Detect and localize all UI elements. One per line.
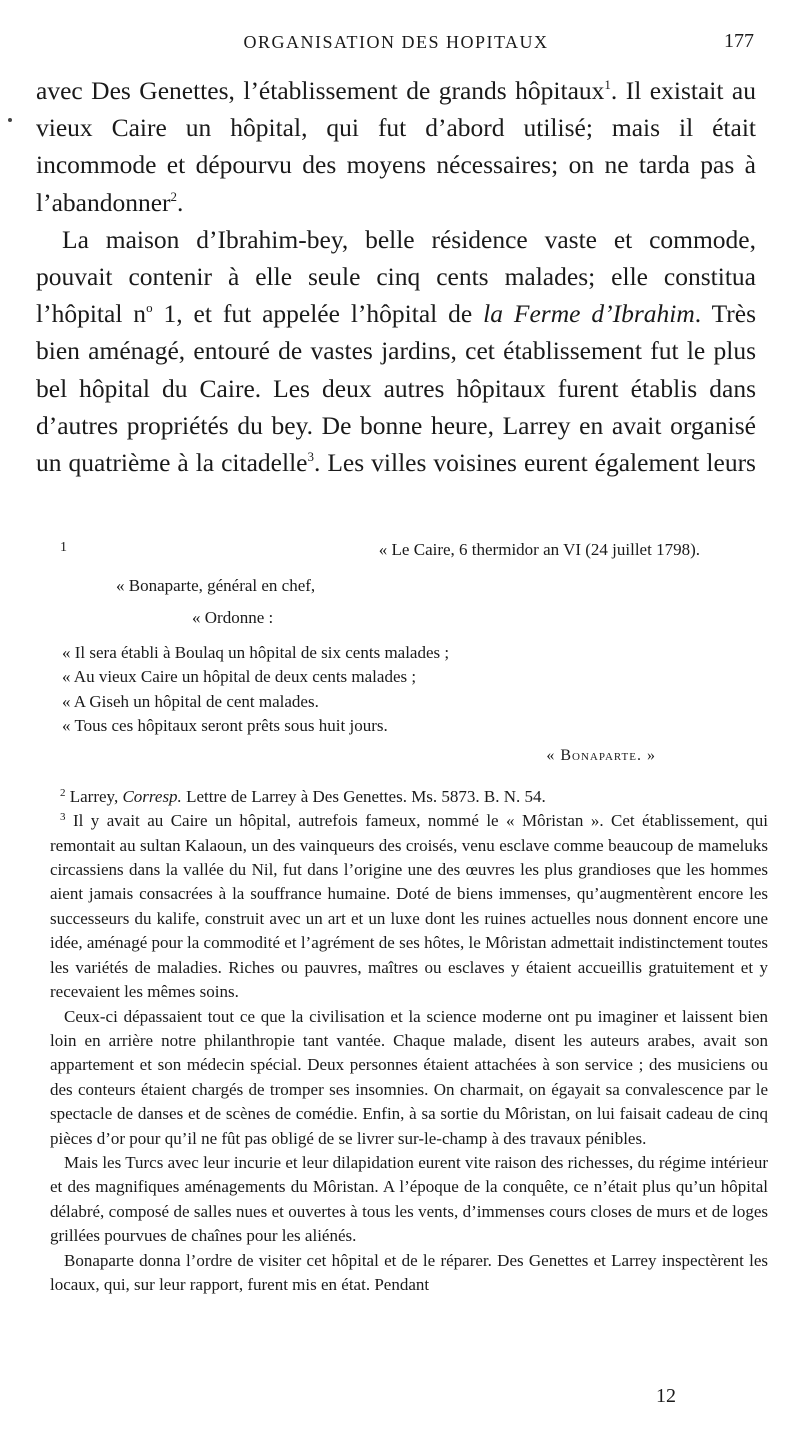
footnote-number: 1 — [60, 540, 67, 555]
text-run: La maison d’Ibrahim-bey, belle résidence vaste et commode, pouvait contenir à elle seule cinq cents malades; elle constitua l’hôpital n — [36, 224, 756, 329]
text-run: Il y avait au Caire un hôpital, autrefois fameux, nommé le « Môristan ». Cet établissement, qui remontait au sultan Kalaoun, un des vainqueurs des croisés, venu esclave comme beaucoup de mameluks circassiens dans la vallée du Nil, fut dans l’origine une des œuvres les plus grandioses que les hommes aient jamais consacrées à la souffrance humaine. Doté de biens immenses, qu’augmentèrent encore les successeurs du kalife, construit avec un art et un luxe dont les ruines actuelles nous donnent encore une idée, aménagé pour la commodité et l’agrément de ses hôtes, le Môristan admettait indistinctement toutes les variétés de maladies. Riches ou pauvres, maîtres ou esclaves y étaient accueillis gratuitement et y recevaient les mêmes soins. — [50, 811, 769, 1002]
text-run: avec Des Genettes, l’établissement de grands hôpitaux — [36, 76, 605, 105]
text-run: Larrey, — [69, 786, 123, 806]
footnotes — [50, 536, 768, 1297]
running-title: ORGANISATION DES HOPITAUX — [243, 32, 549, 52]
italic-run: la Ferme d’Ibrahim — [483, 299, 695, 329]
main-text — [36, 72, 756, 481]
footnote-ref-3: 3 — [307, 449, 314, 465]
text-run: . — [177, 187, 184, 217]
italic-run: Corresp. — [122, 786, 182, 806]
footnote-3-paragraph: Bonaparte donna l’ordre de visiter cet hôpital et de le réparer. Des Genettes et Larrey inspectèrent les locaux, qui, sur leur rapport, furent mis en état. Pendant — [50, 1250, 768, 1294]
dateline: « Le Caire, 6 thermidor an VI (24 juillet 1798). — [378, 540, 700, 559]
order-item: « Au vieux Caire un hôpital de deux cents malades ; — [62, 667, 417, 687]
footnote-3-paragraph — [50, 809, 768, 1004]
order-item: « A Giseh un hôpital de cent malades. — [62, 691, 319, 711]
order-list — [50, 641, 768, 739]
paragraph-1 — [36, 72, 756, 221]
text-run: . Les villes voisines eurent également leurs — [313, 448, 756, 478]
footnote-number: 2 — [60, 786, 66, 799]
margin-mark — [8, 118, 12, 122]
footnote-ref-1: 1 — [604, 77, 611, 92]
footnote-2 — [60, 785, 768, 809]
footnote-3 — [50, 809, 768, 1297]
footnote-ref-2: 2 — [170, 188, 178, 204]
footnote-number: 3 — [60, 811, 66, 824]
footnote-1 — [50, 536, 768, 769]
ordonne-line: « Ordonne : — [192, 608, 274, 628]
running-head — [36, 30, 756, 60]
order-item: « Il sera établi à Boulaq un hôpital de six cents malades ; — [62, 642, 450, 662]
text-run: . Très bien aménagé, entouré de vastes jardins, cet établissement fut le plus bel hôpital du Caire. Les deux autres hôpitaux furent établis dans d’autres propriétés du bey. De bonne heure, Larrey en avait organisé un quatrième à la citadelle — [36, 299, 756, 478]
text-run: Lettre de Larrey à Des Genettes. Ms. 5873. B. N. 54. — [181, 786, 546, 806]
paragraph-2 — [36, 221, 756, 481]
salutation: « Bonaparte, général en chef, — [116, 576, 316, 595]
footnote-3-paragraph: Mais les Turcs avec leur incurie et leur dilapidation eurent vite raison des richesses, du régime intérieur et des magnifiques aménagements du Môristan. A l’époque de la conquête, ce n’était plus qu’un hôpital délabré, composé de salles nues et ouvertes à tous les vents, d’immenses cours closes de murs et de loges grillées pourvues de chaînes pour les aliénés. — [50, 1152, 768, 1246]
order-item: « Tous ces hôpitaux seront prêts sous huit jours. — [62, 716, 388, 736]
signature: « Bonaparte. » — [546, 747, 656, 765]
text-run: . Il existait au vieux Caire un hôpital, qui fut d’abord utilisé; mais il était incommode et dépourvu des moyens nécessaires; on ne tarda pas à l’abandonner — [36, 76, 756, 217]
footnote-1-header — [50, 536, 768, 564]
footnote-3-paragraph: Ceux-ci dépassaient tout ce que la civilisation et la science moderne ont pu imaginer et laissent bien loin en arrière notre philanthropie tant vantée. Chaque malade, disent les auteurs arabes, avait son appartement et son médecin spécial. Deux personnes étaient attachées à son service ; des musiciens ou des conteurs étaient chargés de tromper ses insomnies. On charmait, on égayait sa convalescence par le spectacle de danses et de scènes de comédie. Enfin, à sa sortie du Môristan, on lui faisait cadeau de cinq pièces d’or pour qu’il ne fût pas obligé de se livrer sur-le-champ à des travaux pénibles. — [50, 1006, 768, 1148]
page-number: 177 — [724, 30, 754, 52]
signature-mark: 12 — [656, 1385, 676, 1407]
text-run: 1, et fut appelée l’hôpital de — [152, 299, 484, 329]
numero-superscript: o — [146, 300, 153, 316]
